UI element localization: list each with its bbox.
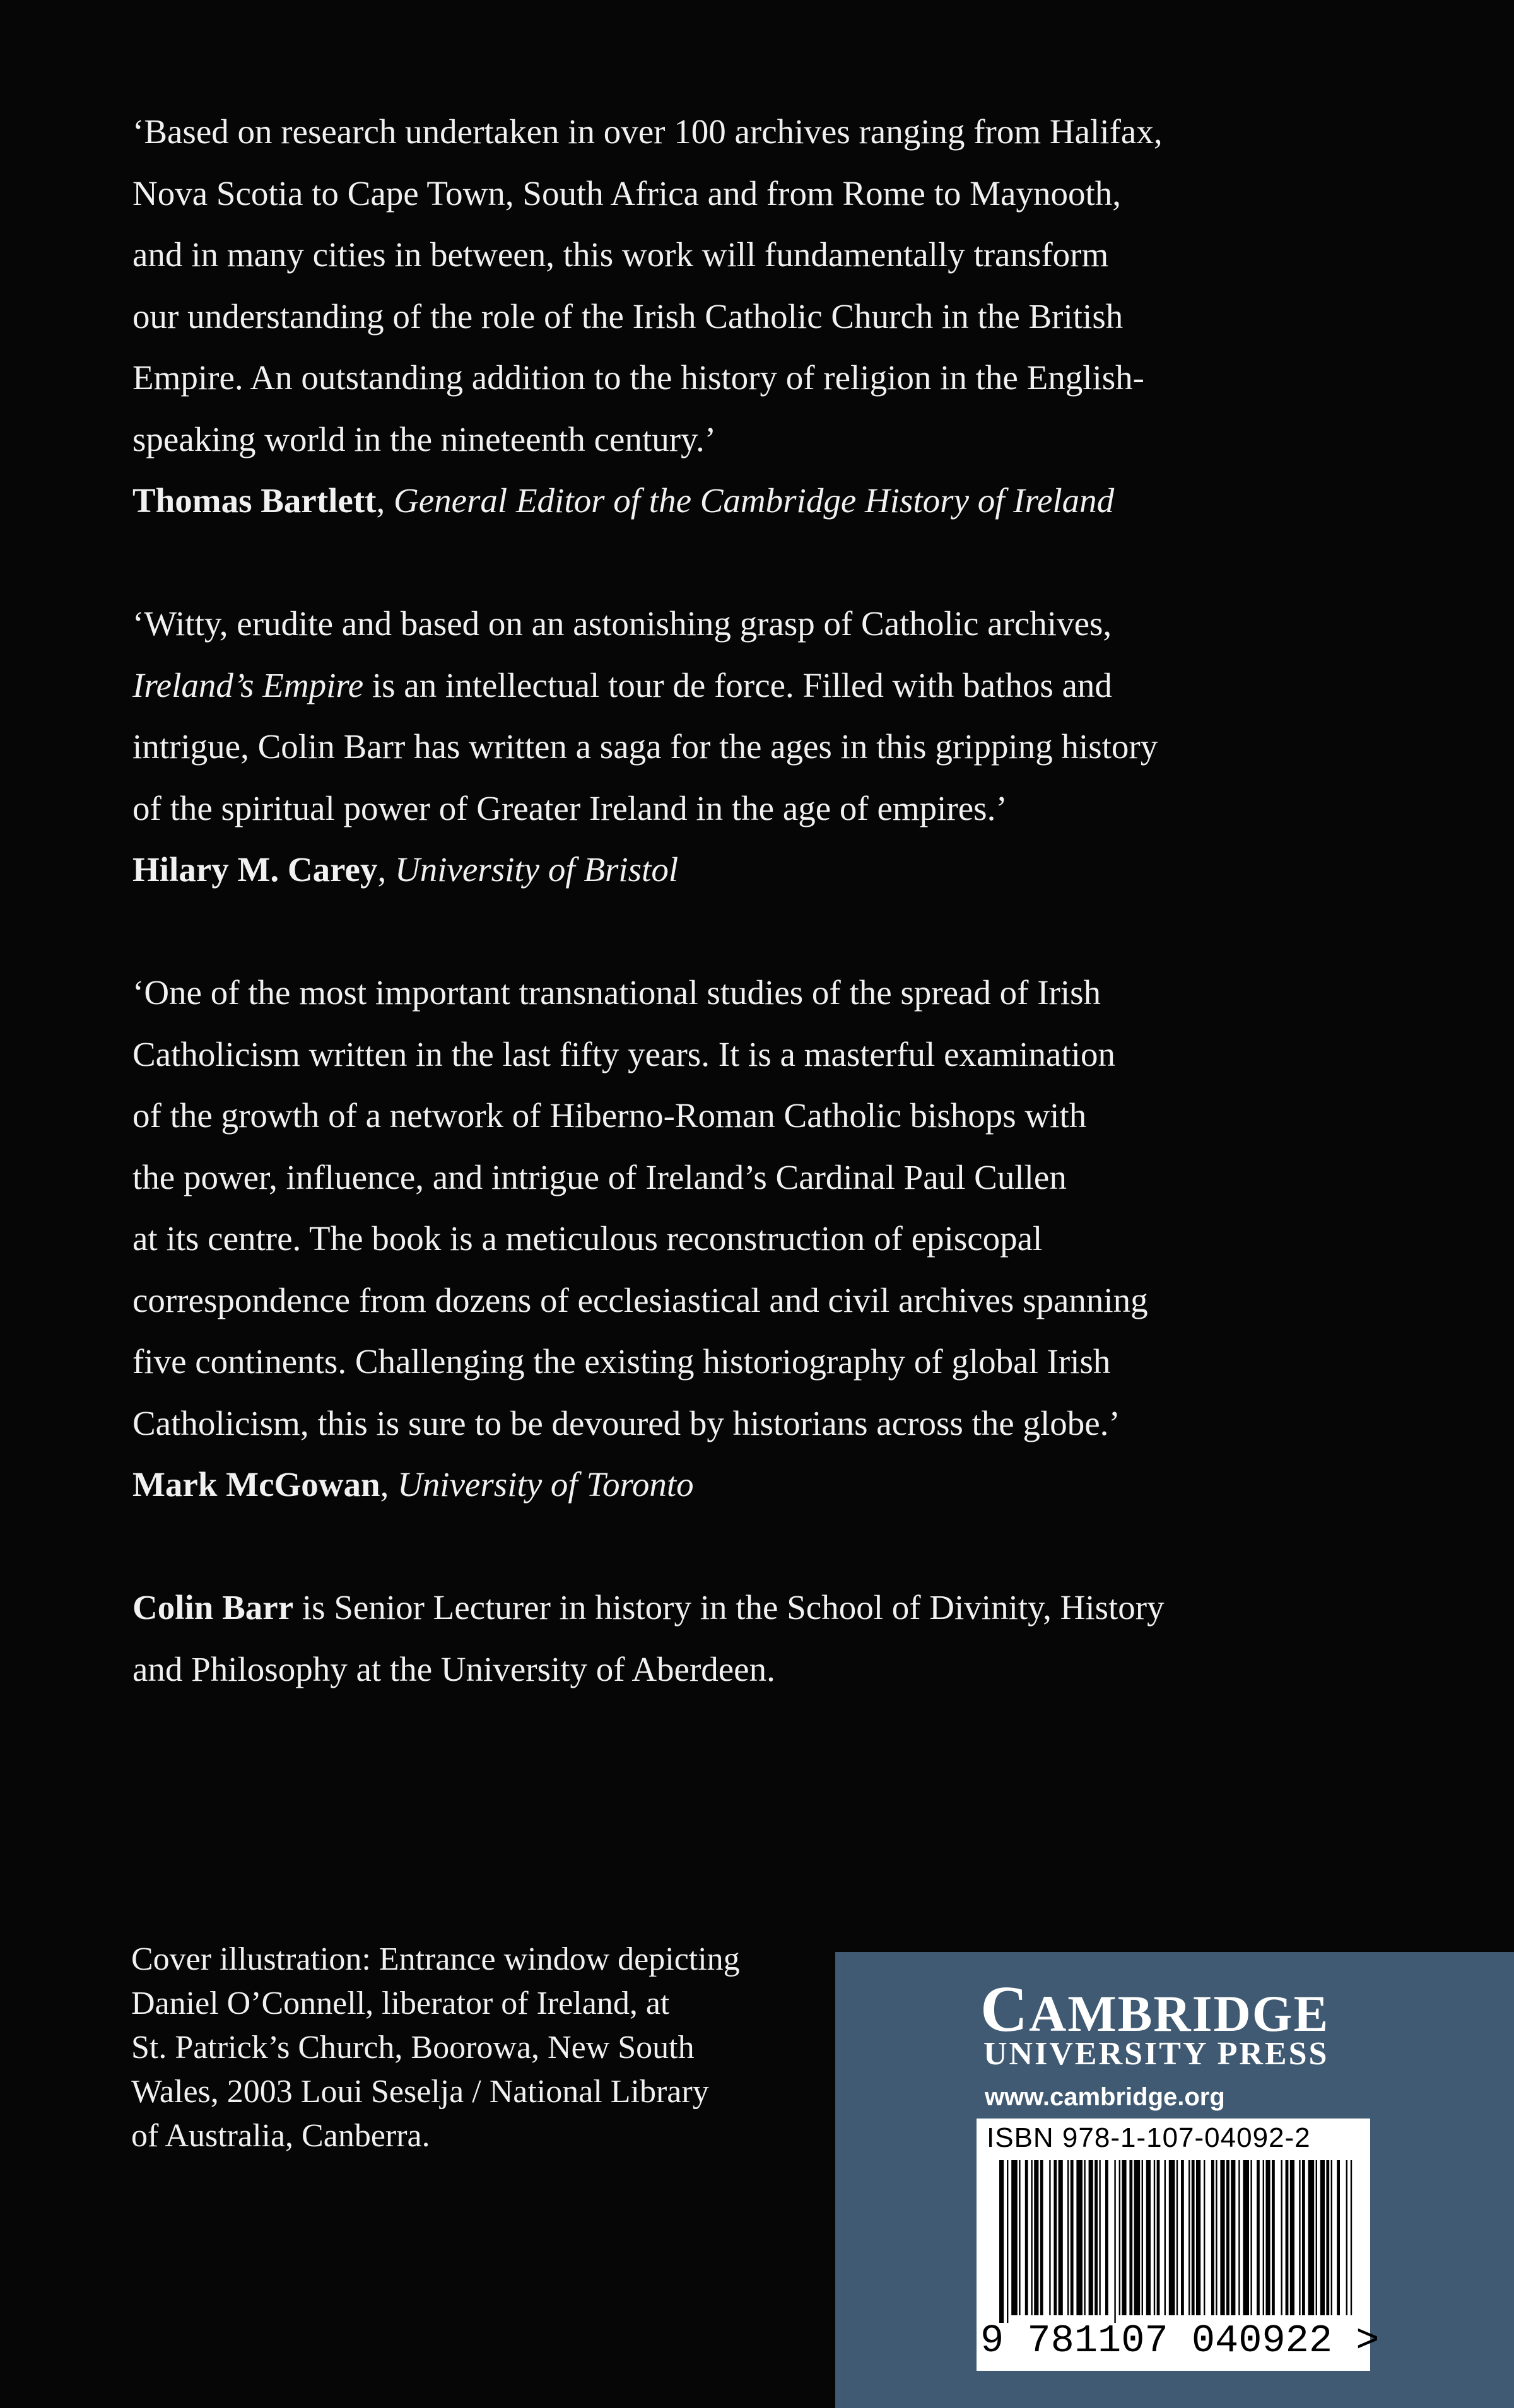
publisher-initial: C [980,1973,1030,2045]
reviewer-affiliation: University of Toronto [397,1465,694,1504]
reviewer-affiliation: General Editor of the Cambridge History of Ireland [393,481,1115,520]
review-line: correspondence from dozens of ecclesiastical and civil archives spanning [132,1280,1148,1319]
review-line: of the spiritual power of Greater Ireland in the age of empires.’ [132,788,1007,827]
credit-line: of Australia, Canberra. [131,2118,430,2154]
barcode-bar [1308,2160,1315,2315]
barcode-bar [1286,2160,1289,2315]
reviewer-name: Hilary M. Carey [132,850,378,889]
barcode-bar [1034,2160,1038,2315]
review-line: ‘Based on research undertaken in over 100 archives ranging from Halifax, [132,112,1163,151]
review-line [132,655,1369,716]
barcode-bar [1007,2160,1008,2323]
barcode-bar [1211,2160,1214,2315]
barcode-bar [1188,2160,1190,2315]
reviewer-attribution: Thomas Bartlett, General Editor of the Cambridge History of Ireland [132,481,1115,520]
back-cover-text [132,101,1369,1700]
publisher-panel [835,1952,1514,2408]
barcode-bar [1351,2160,1352,2315]
barcode-bar [1089,2160,1093,2315]
barcode-bar [1165,2160,1166,2315]
barcode-bar [1243,2160,1249,2315]
barcode-bar [1011,2160,1018,2315]
author-bio [132,1577,1369,1700]
review-line-rest: is an intellectual tour de force. Filled with bathos and [363,665,1112,704]
review-bartlett [132,101,1369,532]
review-line: at its centre. The book is a meticulous reconstruction of episcopal [132,1219,1043,1258]
barcode-bar [1019,2160,1020,2315]
reviewer-name: Mark McGowan [132,1465,380,1504]
barcode-bar [1142,2160,1143,2315]
review-carey [132,593,1369,901]
barcode-bar [1076,2160,1083,2315]
barcode-bar [1122,2160,1126,2315]
credit-line: Wales, 2003 Loui Seselja / National Library [131,2074,709,2110]
barcode-bar [1169,2160,1175,2315]
barcode-bar [1105,2160,1108,2315]
barcode-bar [1238,2160,1240,2315]
review-line: the power, influence, and intrigue of Ireland’s Cardinal Paul Cullen [132,1157,1067,1196]
book-title: Ireland’s Empire [132,665,364,704]
reviewer-attribution: Mark McGowan, University of Toronto [132,1465,694,1504]
review-line: of the growth of a network of Hiberno-Roman Catholic bishops with [132,1096,1087,1135]
barcode-bar [1094,2160,1098,2315]
review-line: ‘Witty, erudite and based on an astonishing grasp of Catholic archives, [132,604,1112,643]
review-line: Empire. An outstanding addition to the history of religion in the English- [132,358,1144,397]
barcode-bar [1204,2160,1205,2315]
review-line: Nova Scotia to Cape Town, South Africa and from Rome to Maynooth, [132,173,1121,213]
review-line: Catholicism written in the last fifty years. It is a masterful examination [132,1034,1115,1073]
review-line: our understanding of the role of the Irish Catholic Church in the British [132,296,1124,336]
barcode-bar [1053,2160,1057,2315]
barcode-bar [1084,2160,1085,2315]
barcode-bar [1290,2160,1294,2315]
reviewer-attribution: Hilary M. Carey, University of Bristol [132,850,679,889]
barcode-bar [1220,2160,1224,2315]
isbn-barcode [977,2119,1380,2371]
barcode-bar [1134,2160,1141,2315]
review-line: five continents. Challenging the existing historiography of global Irish [132,1342,1111,1381]
review-line: ‘One of the most important transnational studies of the spread of Irish [132,973,1101,1012]
barcode-bar [1192,2160,1195,2315]
barcode-bar [1157,2160,1160,2315]
barcode-bar [1129,2160,1132,2315]
author-bio-line: and Philosophy at the University of Aberdeen. [132,1649,775,1688]
barcode-bars-icon [977,2119,1370,2327]
barcode-bar [1181,2160,1184,2315]
credit-line: Daniel O’Connell, liberator of Ireland, at [131,1985,670,2021]
publisher-name-rest: AMBRIDGE [1029,1985,1330,2042]
review-line: and in many cities in between, this work will fundamentally transform [132,235,1109,274]
review-line: intrigue, Colin Barr has written a saga for the ages in this gripping history [132,727,1158,766]
review-line: speaking world in the nineteenth century.’ [132,419,717,459]
cover-illustration-credit [131,1938,825,2158]
barcode-bar [1099,2160,1100,2315]
barcode-bar [1337,2160,1340,2315]
barcode-bar [1040,2160,1043,2315]
barcode-bar [1231,2160,1235,2315]
barcode-bar [1196,2160,1200,2315]
credit-line: Cover illustration: Entrance window depicting [131,1941,740,1977]
barcode-bar [1226,2160,1229,2315]
barcode-bar [1216,2160,1217,2315]
barcode-bar [1025,2160,1028,2315]
barcode-bar [1119,2160,1120,2315]
barcode-bar [1299,2160,1300,2315]
barcode-bar [1114,2160,1115,2323]
barcode-bar [1281,2160,1282,2315]
credit-line: St. Patrick’s Church, Boorowa, New South [131,2030,695,2066]
author-name: Colin Barr [132,1588,294,1627]
barcode-bar [1302,2160,1305,2315]
reviewer-affiliation: University of Bristol [394,850,679,889]
barcode-bar [999,2160,1004,2323]
barcode-bar [1346,2160,1347,2315]
barcode-bar [1146,2160,1151,2315]
barcode-bar [1071,2160,1074,2315]
barcode-bar [1320,2160,1325,2315]
publisher-url: www.cambridge.org [985,2083,1225,2111]
barcode-bar [1331,2160,1332,2315]
barcode-bar [1067,2160,1069,2315]
barcode-bar [1031,2160,1032,2315]
barcode-bar [1250,2160,1252,2315]
barcode-bar [1316,2160,1317,2315]
barcode-bar [1263,2160,1264,2315]
publisher-subtitle: UNIVERSITY PRESS [983,2036,1329,2072]
review-mcgowan [132,962,1369,1516]
isbn-label: ISBN 978-1-107-04092-2 [987,2122,1311,2153]
barcode-bar [1177,2160,1178,2315]
barcode-bar [1059,2160,1063,2315]
barcode-bar [1257,2160,1260,2315]
barcode-bar [1154,2160,1155,2315]
barcode-bar [1272,2160,1275,2315]
barcode-bar [1049,2160,1050,2315]
review-line: Catholicism, this is sure to be devoured by historians across the globe.’ [132,1403,1120,1442]
publisher-logo [980,1973,1422,2045]
ean-digits: 9 781107 040922 > [980,2318,1380,2363]
reviewer-name: Thomas Bartlett [132,481,377,520]
author-bio-rest: is Senior Lecturer in history in the School of Divinity, History [293,1588,1165,1627]
author-bio-line [132,1577,1369,1639]
barcode-bar [1326,2160,1329,2315]
barcode-bar [1265,2160,1270,2315]
